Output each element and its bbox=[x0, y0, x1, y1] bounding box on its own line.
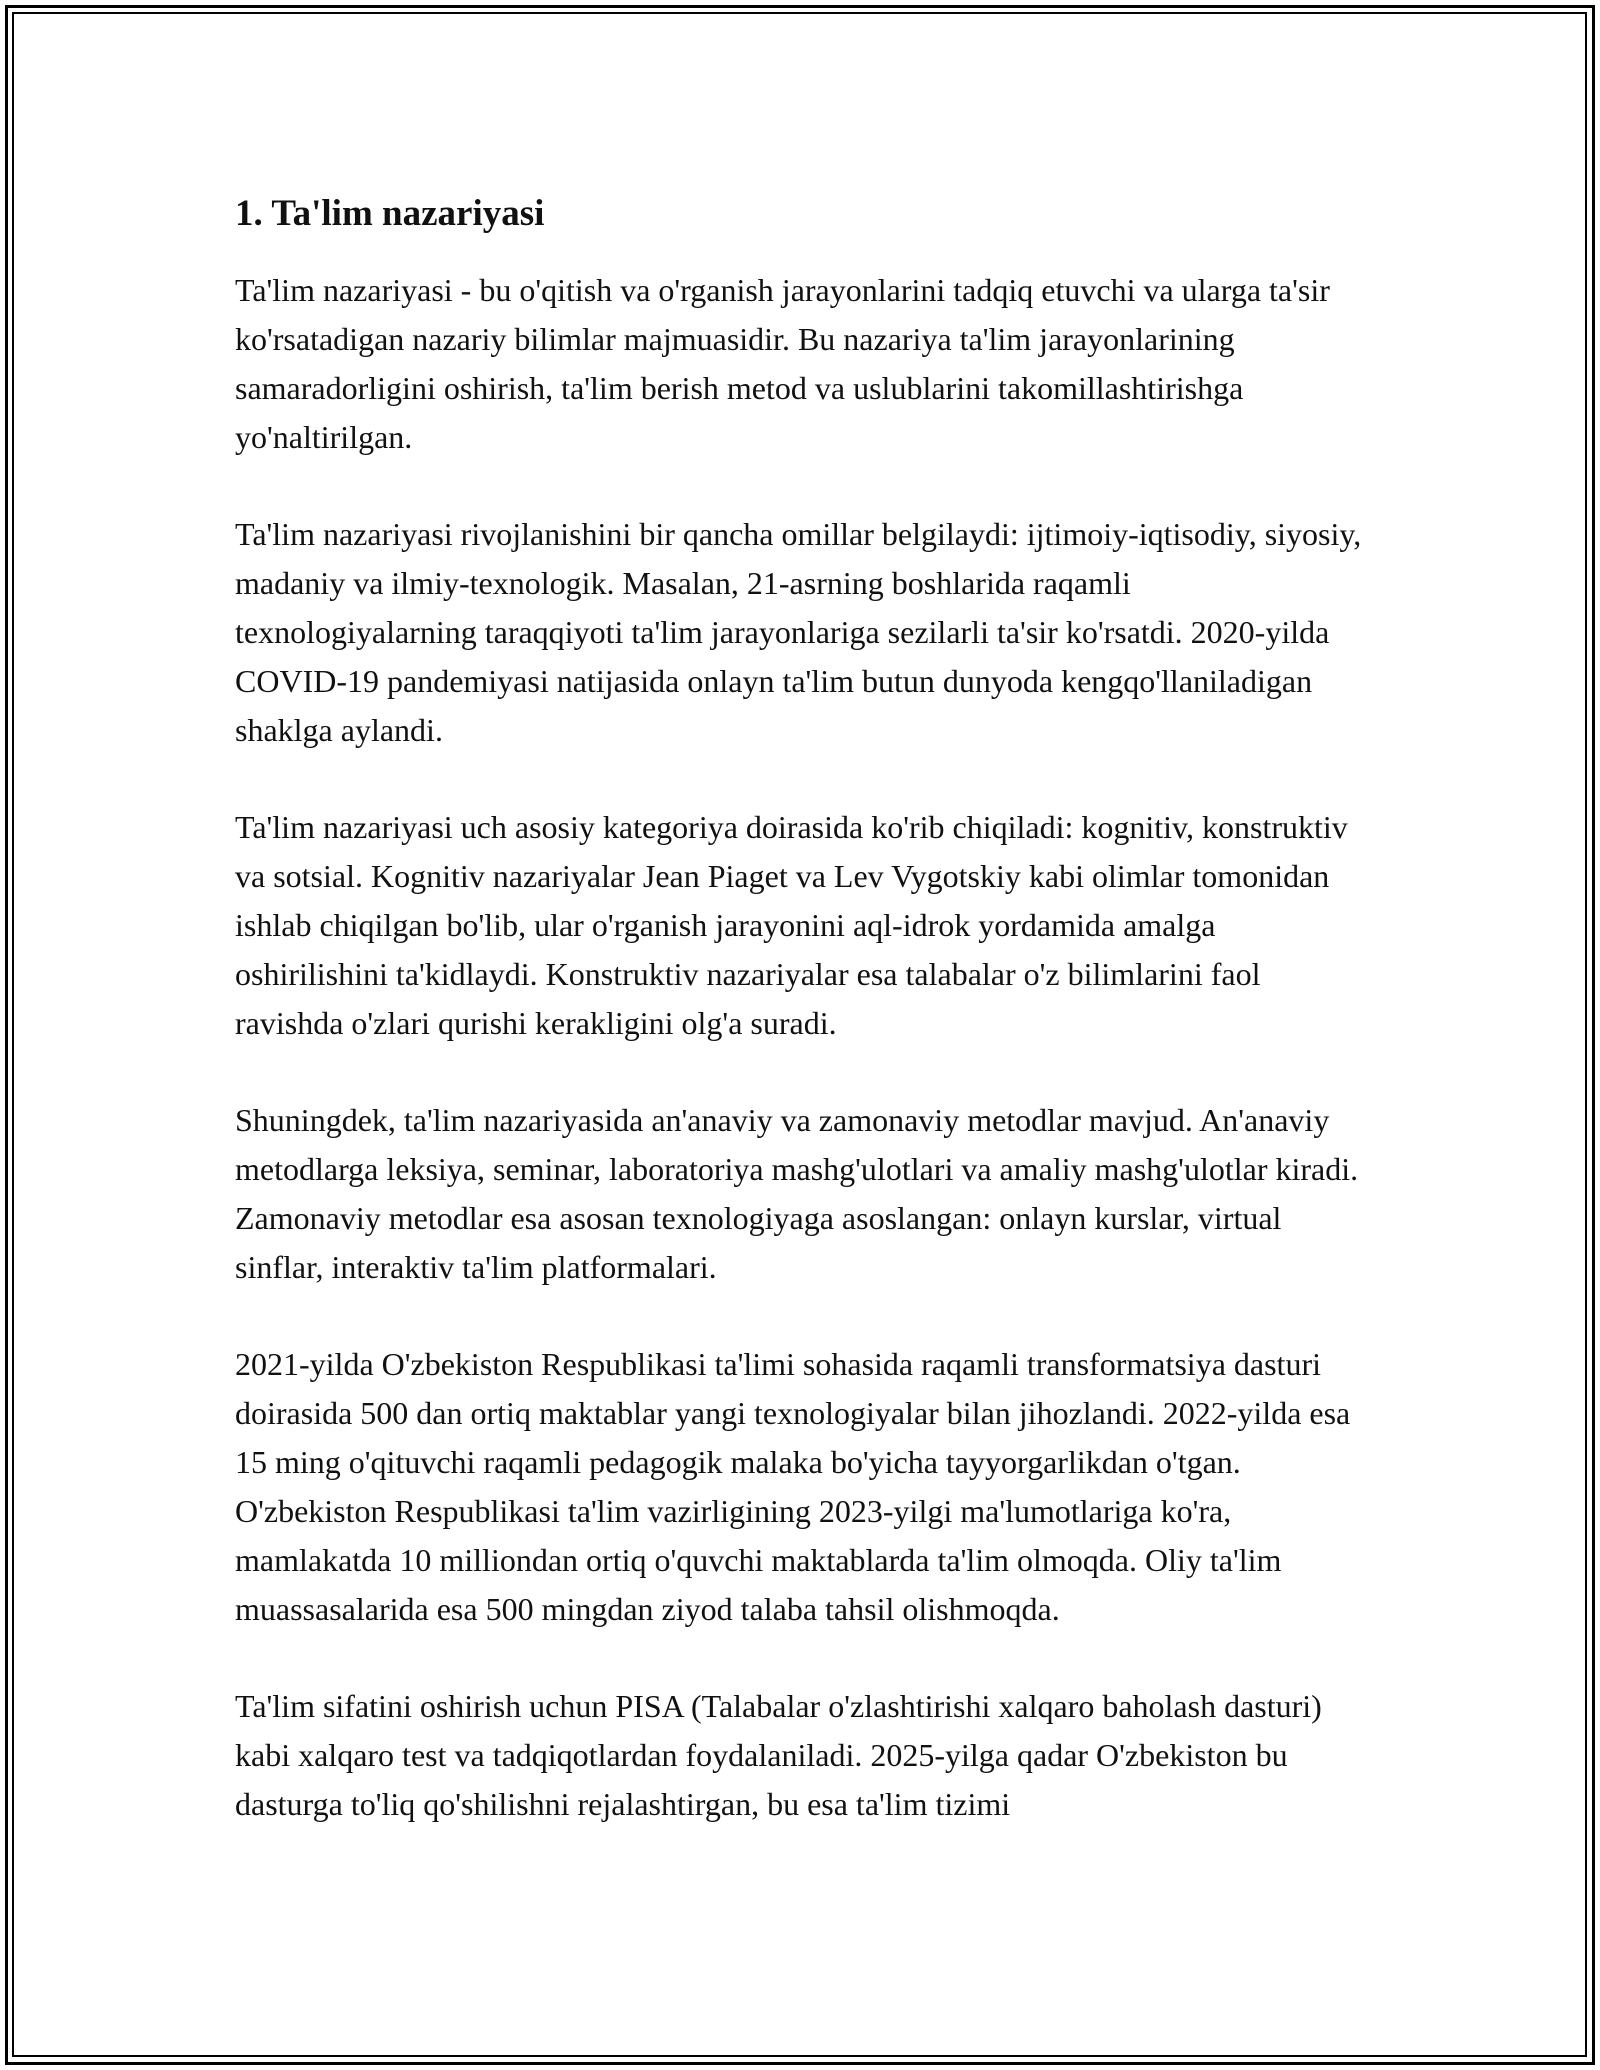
paragraph-2: Ta'lim nazariyasi rivojlanishini bir qancha omillar belgilaydi: ijtimoiy-iqtisodiy, siyosiy, madaniy va ilmiy-texnologik. Masalan, 21-asrning boshlarida raqamli texnologiyalarning taraqqiyoti ta'lim jarayonlariga sezilarli ta'sir ko'rsatdi. 2020-yilda COVID-19 pandemiyasi natijasida onlayn ta'lim butun dunyoda kengqo'llaniladigan shaklga aylandi. bbox=[235, 516, 1362, 748]
section-heading: 1. Ta'lim nazariyasi bbox=[235, 193, 545, 234]
paragraph-6: Ta'lim sifatini oshirish uchun PISA (Talabalar o'zlashtirishi xalqaro baholash dasturi) kabi xalqaro test va tadqiqotlardan foydalaniladi. 2025-yilga qadar O'zbekiston bu dasturga to'liq qo'shilishni rejalashtirgan, bu esa ta'lim tizimi bbox=[235, 1688, 1322, 1822]
paragraph-1: Ta'lim nazariyasi - bu o'qitish va o'rganish jarayonlarini tadqiq etuvchi va ularga ta'sir ko'rsatadigan nazariy bilimlar majmuasidir. Bu nazariya ta'lim jarayonlarining samaradorligini oshirish, ta'lim berish metod va uslublarini takomillashtirishga yo'naltirilgan. bbox=[235, 272, 1330, 455]
paragraph-4: Shuningdek, ta'lim nazariyasida an'anaviy va zamonaviy metodlar mavjud. An'anaviy metodlarga leksiya, seminar, laboratoriya mashg'ulotlari va amaliy mashg'ulotlar kiradi. Zamonaviy metodlar esa asosan texnologiyaga asoslangan: onlayn kurslar, virtual sinflar, interaktiv ta'lim platformalari. bbox=[235, 1102, 1359, 1285]
paragraph-5: 2021-yilda O'zbekiston Respublikasi ta'limi sohasida raqamli transformatsiya dasturi doirasida 500 dan ortiq maktablar yangi texnologiyalar bilan jihozlandi. 2022-yilda esa 15 ming o'qituvchi raqamli pedagogik malaka bo'yicha tayyorgarlikdan o'tgan. O'zbekiston Respublikasi ta'lim vazirligining 2023-yilgi ma'lumotlariga ko'ra, mamlakatda 10 milliondan ortiq o'quvchi maktablarda ta'lim olmoqda. Oliy ta'lim muassasalarida esa 500 mingdan ziyod talaba tahsil olishmoqda. bbox=[235, 1346, 1351, 1627]
document-body bbox=[235, 186, 1375, 1877]
paragraph-3: Ta'lim nazariyasi uch asosiy kategoriya doirasida ko'rib chiqiladi: kognitiv, konstruktiv va sotsial. Kognitiv nazariyalar Jean Piaget va Lev Vygotskiy kabi olimlar tomonidan ishlab chiqilgan bo'lib, ular o'rganish jarayonini aql-idrok yordamida amalga oshirilishini ta'kidlaydi. Konstruktiv nazariyalar esa talabalar o'z bilimlarini faol ravishda o'zlari qurishi kerakligini olg'a suradi. bbox=[235, 809, 1348, 1041]
